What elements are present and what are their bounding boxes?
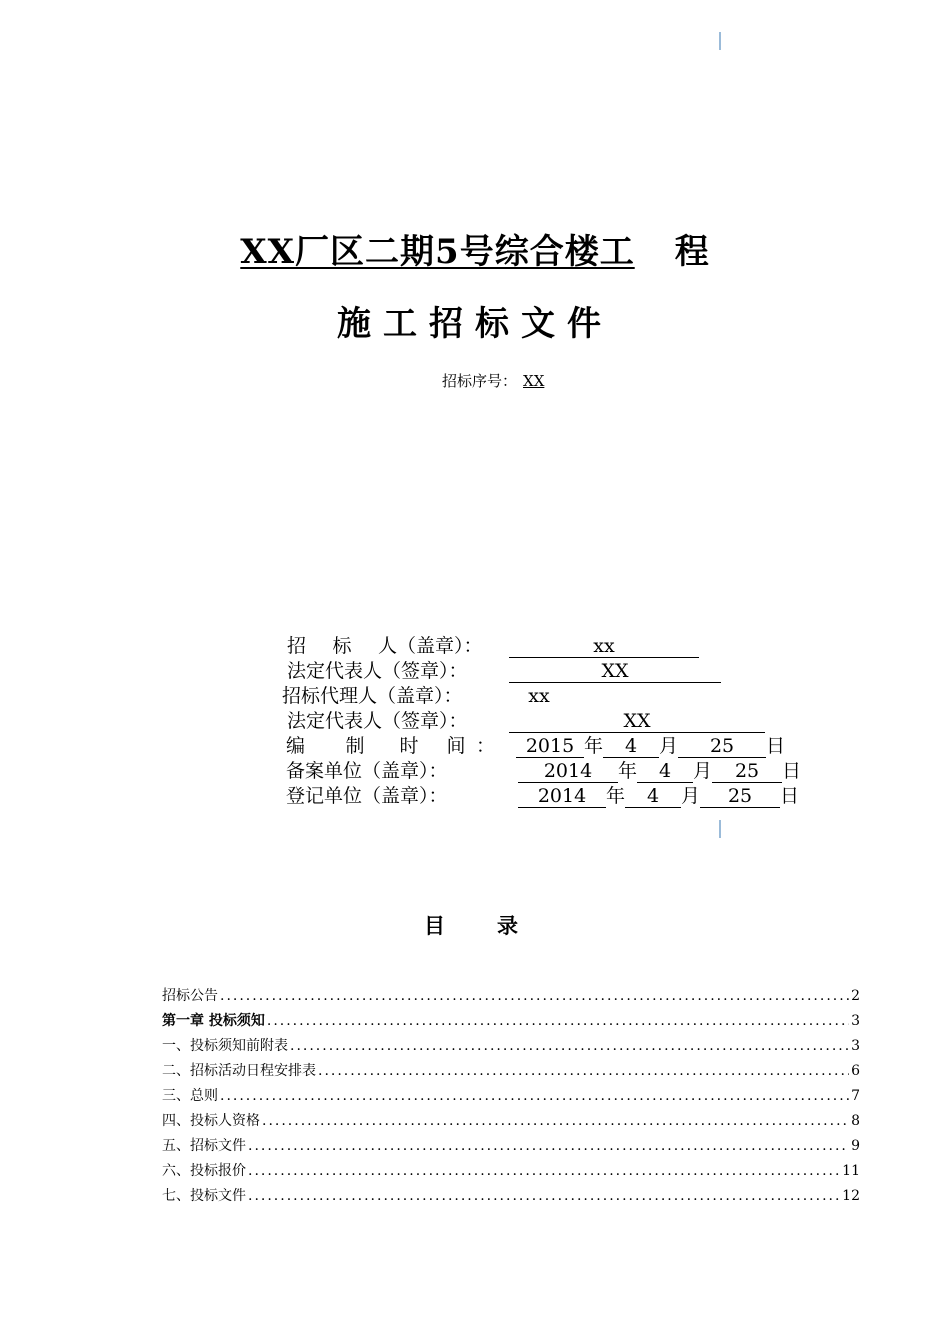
toc-entry-page: 11 [842, 1163, 860, 1179]
toc-entry-page: 6 [851, 1063, 860, 1079]
legal-rep2-row [287, 709, 765, 733]
toc-entry-page: 8 [851, 1113, 860, 1129]
serial-number [442, 370, 546, 391]
toc-leader-dots [318, 1063, 849, 1079]
toc-entry[interactable] [162, 1035, 860, 1055]
toc-leader-dots [248, 1138, 849, 1154]
filing-day: 25 [712, 760, 782, 783]
toc-entry-label: 一、投标须知前附表 [162, 1038, 288, 1054]
text-cursor-marker-mid [719, 820, 721, 838]
toc-entry-label: 三、总则 [162, 1088, 218, 1104]
toc-leader-dots [220, 1088, 849, 1104]
month-char: 月 [659, 735, 679, 757]
register-year: 2014 [518, 785, 606, 808]
toc-entry[interactable] [162, 1185, 860, 1205]
agent-row [282, 684, 554, 708]
register-row [286, 784, 799, 808]
toc-entry[interactable] [162, 1010, 860, 1030]
compile-label: 编 制 时 间 ： [286, 735, 496, 757]
day-char: 日 [766, 735, 786, 757]
serial-value: XX [523, 372, 545, 390]
agent-label: 招标代理人（盖章）： [282, 685, 463, 707]
compile-time-row [286, 734, 785, 758]
toc-leader-dots [290, 1038, 849, 1054]
legal-rep2-label: 法定代表人（签章）： [287, 710, 468, 732]
year-char: 年 [618, 760, 638, 782]
toc-entry[interactable] [162, 1160, 860, 1180]
legal-rep1-row [287, 659, 721, 683]
toc-entry-page: 9 [851, 1138, 860, 1154]
toc-entry-page: 7 [851, 1088, 860, 1104]
document-title-line1 [0, 224, 950, 273]
year-char: 年 [606, 785, 626, 807]
legal-rep2-value: XX [509, 710, 765, 733]
toc-leader-dots [267, 1013, 849, 1029]
toc-entry-label: 招标公告 [162, 988, 218, 1004]
legal-rep1-value: XX [509, 660, 721, 683]
project-name: XX厂区二期5号综合楼工 [240, 232, 635, 272]
bidder-label: 招 标 人（盖章）： [287, 635, 483, 657]
toc-leader-dots [248, 1188, 840, 1204]
bidder-row [287, 634, 699, 658]
toc-entry-label: 四、投标人资格 [162, 1113, 260, 1129]
compile-month: 4 [603, 735, 659, 758]
toc-title: 目录 [424, 913, 570, 938]
toc-entry[interactable] [162, 1110, 860, 1130]
toc-entry-label: 二、招标活动日程安排表 [162, 1063, 316, 1079]
legal-rep1-label: 法定代表人（签章）： [287, 660, 468, 682]
filing-label: 备案单位（盖章）： [286, 760, 448, 782]
toc-entry[interactable] [162, 1060, 860, 1080]
bidder-value: xx [509, 635, 699, 658]
filing-month: 4 [637, 760, 693, 783]
toc-entry[interactable] [162, 1135, 860, 1155]
month-char: 月 [681, 785, 701, 807]
toc-entry[interactable] [162, 985, 860, 1005]
register-label: 登记单位（盖章）： [286, 785, 448, 807]
toc-entry-page: 2 [851, 988, 860, 1004]
filing-year: 2014 [518, 760, 618, 783]
document-title-line2: 施工招标文件 [337, 304, 613, 344]
project-name-tail: 程 [674, 232, 710, 272]
toc-entry-label: 七、投标文件 [162, 1188, 246, 1204]
toc-leader-dots [248, 1163, 840, 1179]
register-month: 4 [625, 785, 681, 808]
day-char: 日 [780, 785, 800, 807]
text-cursor-marker-top [719, 32, 721, 50]
toc-entry-label: 六、投标报价 [162, 1163, 246, 1179]
compile-year: 2015 [516, 735, 584, 758]
day-char: 日 [782, 760, 802, 782]
toc-leader-dots [262, 1113, 849, 1129]
toc-leader-dots [220, 988, 849, 1004]
month-char: 月 [693, 760, 713, 782]
toc-entry-label: 五、招标文件 [162, 1138, 246, 1154]
toc-entry-page: 12 [842, 1188, 860, 1204]
filing-row [286, 759, 801, 783]
compile-day: 25 [678, 735, 766, 758]
year-char: 年 [584, 735, 604, 757]
serial-label: 招标序号： [442, 372, 518, 390]
register-day: 25 [700, 785, 780, 808]
toc-entry-label: 第一章 投标须知 [162, 1013, 265, 1029]
toc-entry-page: 3 [851, 1013, 860, 1029]
toc-entry[interactable] [162, 1085, 860, 1105]
toc-entry-page: 3 [851, 1038, 860, 1054]
agent-value: xx [528, 685, 550, 707]
